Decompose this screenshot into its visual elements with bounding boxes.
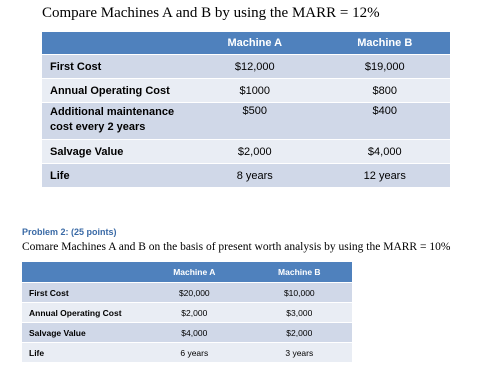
row-label: Additional maintenance cost every 2 years — [42, 103, 190, 140]
table-row — [42, 79, 450, 103]
row-label: Annual Operating Cost — [22, 303, 142, 323]
machine-a-value: $20,000 — [142, 283, 247, 303]
machine-a-value: $2,000 — [142, 303, 247, 323]
machine-b-value: 12 years — [320, 164, 450, 188]
problem1-title: Compare Machines A and B by using the MARR = 12% — [42, 5, 380, 21]
machine-b-value: $3,000 — [247, 303, 352, 323]
row-label: Life — [22, 343, 142, 363]
table-row — [22, 283, 352, 303]
machine-b-value: $10,000 — [247, 283, 352, 303]
machine-a-value: $4,000 — [142, 323, 247, 343]
header-machine-a: Machine A — [190, 32, 320, 55]
problem2-table — [22, 262, 352, 362]
row-label: Life — [42, 164, 190, 188]
machine-b-value: $4,000 — [320, 140, 450, 164]
machine-b-value: $400 — [320, 103, 450, 140]
table-row — [22, 343, 352, 363]
header-blank-cell — [22, 262, 142, 283]
header-machine-b: Machine B — [320, 32, 450, 55]
machine-b-value: $2,000 — [247, 323, 352, 343]
row-label: Salvage Value — [22, 323, 142, 343]
table-row — [42, 103, 450, 140]
row-label: Salvage Value — [42, 140, 190, 164]
header-machine-b: Machine B — [247, 262, 352, 283]
table-header-row — [42, 32, 450, 55]
machine-a-value: 8 years — [190, 164, 320, 188]
problem1-table — [42, 32, 450, 187]
table-row — [22, 323, 352, 343]
header-blank-cell — [42, 32, 190, 55]
machine-b-value: $800 — [320, 79, 450, 103]
machine-a-value: $1000 — [190, 79, 320, 103]
row-label: First Cost — [42, 55, 190, 79]
table-row — [22, 303, 352, 323]
machine-b-value: 3 years — [247, 343, 352, 363]
row-label: First Cost — [22, 283, 142, 303]
row-label: Annual Operating Cost — [42, 79, 190, 103]
table-row — [42, 55, 450, 79]
problem2-label: Problem 2: (25 points) — [22, 227, 117, 237]
machine-a-value: 6 years — [142, 343, 247, 363]
machine-b-value: $19,000 — [320, 55, 450, 79]
header-machine-a: Machine A — [142, 262, 247, 283]
table-header-row — [22, 262, 352, 283]
machine-a-value: $500 — [190, 103, 320, 140]
problem2-title: Comare Machines A and B on the basis of present worth analysis by using the MARR = 10% — [22, 241, 451, 253]
table-row — [42, 140, 450, 164]
machine-a-value: $12,000 — [190, 55, 320, 79]
machine-a-value: $2,000 — [190, 140, 320, 164]
table-row — [42, 164, 450, 188]
